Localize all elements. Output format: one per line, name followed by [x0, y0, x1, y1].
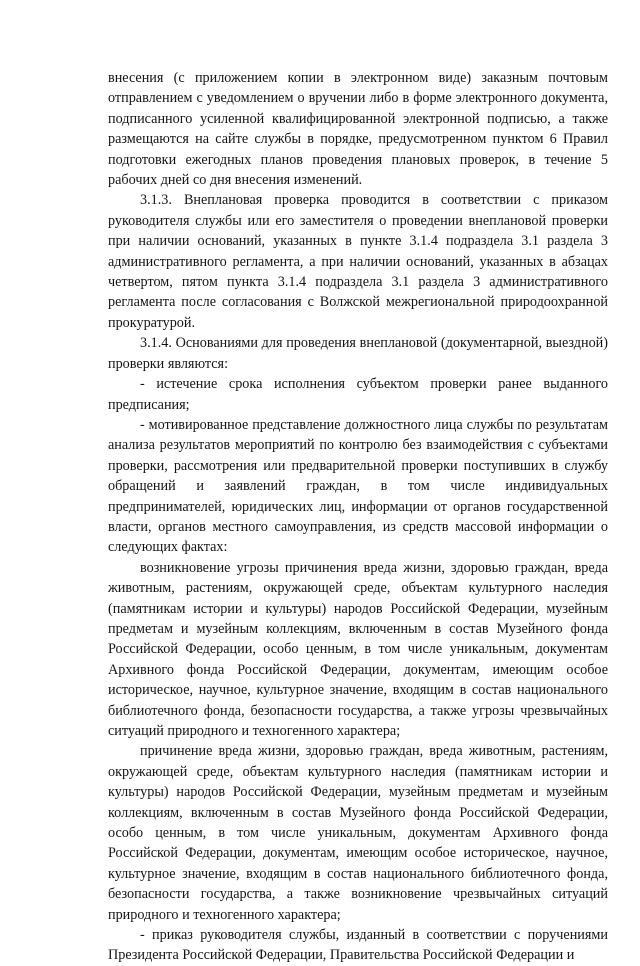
list-item-prescription-deadline: - истечение срока исполнения субъектом проверки ранее выданного предписания;	[108, 376, 608, 413]
paragraph-continuation: внесения (с приложением копии в электронном виде) заказным почтовым отправлением с уведомлением о вручении либо в форме электронного документа, подписанного усиленной квалифицированной электронной подписью, а также размещаются на сайте службы в порядке, предусмотренном пунктом 6 Правил подготовки ежегодных планов проведения плановых проверок, в течение 5 рабочих дней со дня внесения изменений.	[108, 70, 608, 189]
list-item-head-order: - приказ руководителя службы, изданный в соответствии с поручениями Президента Российской Федерации, Правительства Российской Федерации и	[108, 927, 608, 964]
paragraph-3-1-3: 3.1.3. Внеплановая проверка проводится в соответствии с приказом руководителя службы или его заместителя о проведении внеплановой проверки при наличии оснований, указанных в пункте 3.1.4 подраздела 3.1 раздела 3 административного регламента, а при наличии оснований, указанных в абзацах четвертом, пятом пункта 3.1.4 подраздела 3.1 раздела 3 административного регламента после согласования с Волжской межрегиональной природоохранной прокуратурой.	[108, 192, 608, 331]
fact-harm-caused: причинение вреда жизни, здоровью граждан, вреда животным, растениям, окружающей среде, объектам культурного наследия (памятникам истории и культуры) народов Российской Федерации, музейным предметам и музейным коллекциям, включенным в состав Музейного фонда Российской Федерации, особо ценным, в том числе уникальным, документам Архивного фонда Российской Федерации, документам, имеющим особое историческое, научное, культурное значение, входящим в состав национального библиотечного фонда, безопасности государства, а также возникновение чрезвычайных ситуаций природного и техногенного характера;	[108, 743, 608, 923]
document-body	[108, 68, 608, 966]
fact-threat-of-harm: возникновение угрозы причинения вреда жизни, здоровью граждан, вреда животным, растениям, окружающей среде, объектам культурного наследия (памятникам истории и культуры) народов Российской Федерации, музейным предметам и музейным коллекциям, включенным в состав Музейного фонда Российской Федерации, особо ценным, в том числе уникальным, документам Архивного фонда Российской Федерации, документам, имеющим особое историческое, научное, культурное значение, входящим в состав национального библиотечного фонда, безопасности государства, а также угрозы чрезвычайных ситуаций природного и техногенного характера;	[108, 559, 608, 739]
list-item-motivated-submission: - мотивированное представление должностного лица службы по результатам анализа результатов мероприятий по контролю без взаимодействия с субъектами проверки, рассмотрения или предварительной проверки поступивших в службу обращений и заявлений граждан, в том числе индивидуальных предпринимателей, юридических лиц, информации от органов государственной власти, органов местного самоуправления, из средств массовой информации о следующих фактах:	[108, 416, 608, 556]
paragraph-3-1-4: 3.1.4. Основаниями для проведения внеплановой (документарной, выездной) проверки являются:	[108, 335, 608, 372]
